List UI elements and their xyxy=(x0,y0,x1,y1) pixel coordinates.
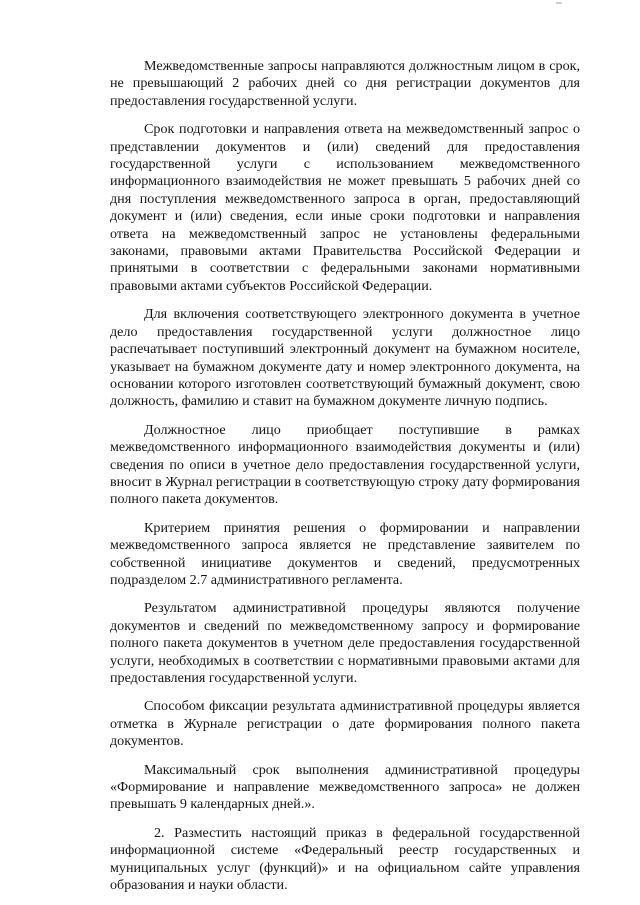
scan-artifact xyxy=(556,2,562,4)
paragraph-document-attachment: Должностное лицо приобщает поступившие в рамках межведомственного информационного взаимодействия документы и (или) сведения по описи в учетное дело предоставления государственной услуги, вносит в Журнал регистрации в соответствующую строку дату формирования полного пакета документов. xyxy=(110,421,580,508)
paragraph-result-recording: Способом фиксации результата административной процедуры является отметка в Журнале регистрации о дате формирования полного пакета документов. xyxy=(110,698,580,750)
paragraph-maximum-term: Максимальный срок выполнения административной процедуры «Формирование и направление межведомственного запроса» не должен превышать 9 календарных дней.». xyxy=(110,761,580,813)
paragraph-publication-order: 2. Разместить настоящий приказ в федеральной государственной информационной системе «Федеральный реестр государственных и муниципальных услуг (функций)» и на официальном сайте управления образования и науки области. xyxy=(110,824,580,894)
paragraph-interagency-requests: Межведомственные запросы направляются должностным лицом в срок, не превышающий 2 рабочих дней со дня регистрации документов для предоставления государственной услуги. xyxy=(110,58,580,109)
paragraph-electronic-document-inclusion: Для включения соответствующего электронного документа в учетное дело предоставления государственной услуги должностное лицо распечатывает поступивший электронный документ на бумажном носителе, указывает на бумажном документе дату и номер электронного документа, на основании которого изготовлен соответствующий бумажный документ, свою должность, фамилию и ставит на бумажном документе личную подпись. xyxy=(110,306,580,410)
paragraph-decision-criterion: Критерием принятия решения о формировании и направлении межведомственного запроса является не представление заявителем по собственной инициативе документов и сведений, предусмотренных подразделом 2.7 административного регламента. xyxy=(110,519,580,588)
paragraph-response-deadline: Срок подготовки и направления ответа на межведомственный запрос о представлении документов и (или) сведений для предоставления государственной услуги с использованием межведомственного информационного взаимодействия не может превышать 5 рабочих дней со дня поступления межведомственного запроса в орган, предоставляющий документ и (или) сведения, если иные сроки подготовки и направления ответа на межведомственный запрос не установлены федеральными законами, правовыми актами Правительства Российской Федерации и принятыми в соответствии с федеральными законами нормативными правовыми актами субъектов Российской Федерации. xyxy=(110,121,580,294)
paragraph-procedure-result: Результатом административной процедуры являются получение документов и сведений по межведомственному запросу и формирование полного пакета документов в учетном деле предоставления государственной услуги, необходимых в соответствии с нормативными правовыми актами для предоставления государственной услуги. xyxy=(110,600,580,686)
